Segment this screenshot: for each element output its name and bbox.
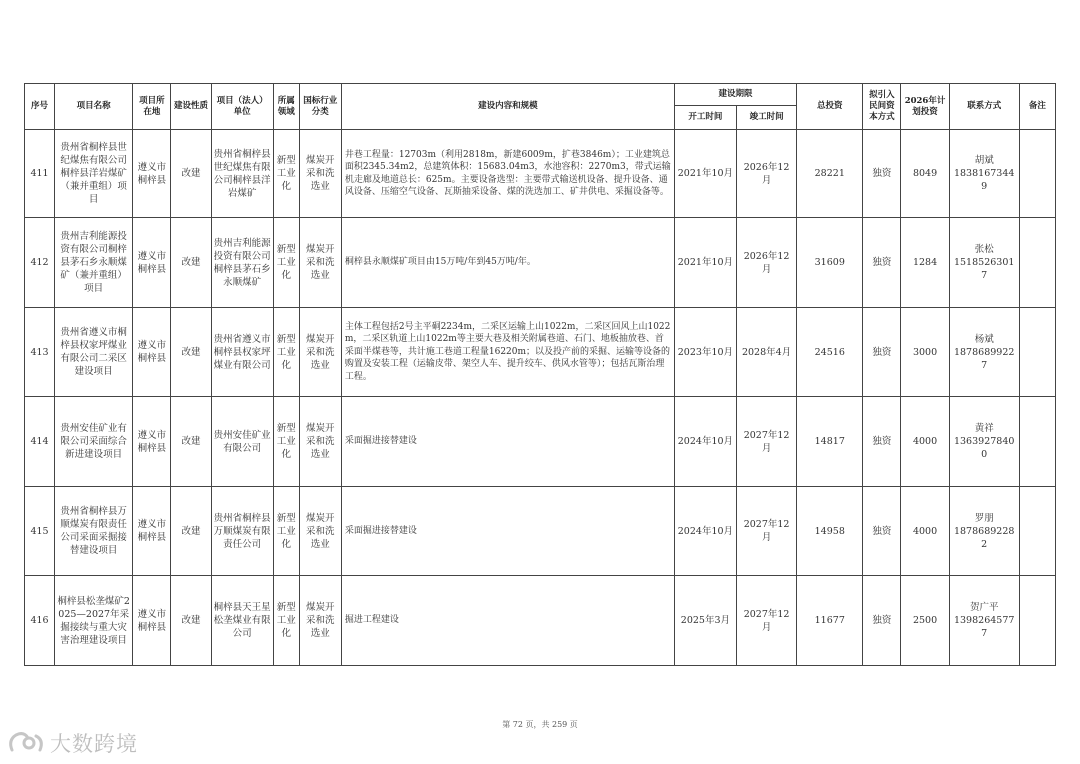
cell-remark [1019, 308, 1055, 397]
cell-nature: 改建 [171, 308, 211, 397]
cell-remark [1019, 576, 1055, 666]
cell-industry: 煤炭开采和洗选业 [299, 130, 341, 218]
header-start: 开工时间 [674, 106, 736, 130]
contact-phone: 15185263017 [953, 257, 1015, 281]
cell-method: 独资 [863, 397, 901, 487]
cell-end: 2027年12月 [736, 397, 796, 487]
brand-logo-icon [6, 728, 48, 758]
header-period: 建设期限 [674, 84, 796, 106]
cell-content: 主体工程包括2号主平硐2234m，二采区运输上山1022m，二采区回风上山1022m，二采区轨道上山1022m等主要大巷及相关附属巷道、石门、地板抽放巷、首采面半煤巷等，共计施工巷道工程量16220m；以及投产前的采掘、运输等设备的购置及安装工程（运输皮带、架空人车、提升绞车、供风水管等）；包括瓦斯治理工程。 [341, 308, 674, 397]
cell-name: 贵州省遵义市桐梓县权家坪煤业有限公司二采区建设项目 [55, 308, 133, 397]
cell-method: 独资 [863, 218, 901, 308]
cell-nature: 改建 [171, 487, 211, 576]
cell-industry: 煤炭开采和洗选业 [299, 487, 341, 576]
contact-name: 张松 [974, 244, 994, 255]
cell-investment: 14958 [797, 487, 863, 576]
cell-nature: 改建 [171, 130, 211, 218]
contact-phone: 13982645777 [953, 615, 1015, 639]
cell-remark [1019, 397, 1055, 487]
contact-name: 罗朋 [974, 512, 994, 524]
cell-start: 2025年3月 [674, 576, 736, 666]
cell-domain: 新型工业化 [273, 308, 299, 397]
cell-unit: 贵州吉利能源投资有限公司桐梓县茅石乡永顺煤矿 [211, 218, 273, 308]
cell-location: 遵义市桐梓县 [133, 308, 171, 397]
cell-plan2026: 8049 [901, 130, 949, 218]
table-row [25, 308, 1056, 397]
cell-contact [949, 308, 1019, 397]
cell-plan2026: 3000 [901, 308, 949, 397]
cell-contact [949, 130, 1019, 218]
cell-seq: 412 [25, 218, 55, 308]
cell-start: 2024年10月 [674, 397, 736, 487]
cell-start: 2024年10月 [674, 487, 736, 576]
cell-content: 采面掘进接替建设 [341, 487, 674, 576]
cell-content: 采面掘进接替建设 [341, 397, 674, 487]
cell-start: 2021年10月 [674, 130, 736, 218]
cell-seq: 411 [25, 130, 55, 218]
watermark [6, 726, 166, 760]
cell-remark [1019, 218, 1055, 308]
header-end: 竣工时间 [736, 106, 796, 130]
cell-domain: 新型工业化 [273, 218, 299, 308]
cell-investment: 24516 [797, 308, 863, 397]
cell-name: 贵州安佳矿业有限公司采面综合新进建设项目 [55, 397, 133, 487]
header-name: 项目名称 [55, 84, 133, 130]
cell-domain: 新型工业化 [273, 397, 299, 487]
cell-content: 井巷工程量：12703m（利用2818m，新建6009m，扩巷3846m）；工业建筑总面积2345.34m2，总建筑体积：15683.04m3，水池容积：2270m3，带式运输机走廊及地道总长：625m。主要设备选型：主要带式输送机设备、提升设备、通风设备、压缩空气设备、瓦斯抽采设备、煤的洗选加工、矿井供电、采掘设备等。 [341, 130, 674, 218]
table-row [25, 487, 1056, 576]
header-domain: 所属领域 [273, 84, 299, 130]
cell-end: 2028年4月 [736, 308, 796, 397]
cell-nature: 改建 [171, 576, 211, 666]
cell-domain: 新型工业化 [273, 487, 299, 576]
cell-start: 2023年10月 [674, 308, 736, 397]
header-content: 建设内容和规模 [341, 84, 674, 130]
cell-name: 贵州吉利能源投资有限公司桐梓县茅石乡永顺煤矿（兼并重组）项目 [55, 218, 133, 308]
cell-method: 独资 [863, 576, 901, 666]
contact-phone: 13639278400 [953, 436, 1015, 460]
cell-method: 独资 [863, 487, 901, 576]
cell-industry: 煤炭开采和洗选业 [299, 576, 341, 666]
cell-plan2026: 4000 [901, 487, 949, 576]
contact-name: 杨斌 [974, 333, 994, 345]
page-footer: 第 72 页，共 259 页 [502, 720, 578, 729]
project-table [24, 83, 1056, 666]
table-header-row [25, 84, 1056, 106]
cell-remark [1019, 487, 1055, 576]
cell-domain: 新型工业化 [273, 576, 299, 666]
cell-end: 2027年12月 [736, 576, 796, 666]
cell-nature: 改建 [171, 397, 211, 487]
contact-phone: 18381673449 [953, 168, 1015, 192]
cell-seq: 413 [25, 308, 55, 397]
cell-seq: 415 [25, 487, 55, 576]
cell-method: 独资 [863, 130, 901, 218]
header-industry: 国标行业分类 [299, 84, 341, 130]
cell-domain: 新型工业化 [273, 130, 299, 218]
cell-investment: 11677 [797, 576, 863, 666]
cell-remark [1019, 130, 1055, 218]
table-row [25, 130, 1056, 218]
cell-plan2026: 2500 [901, 576, 949, 666]
header-contact: 联系方式 [949, 84, 1019, 130]
cell-name: 桐梓县松垄煤矿2025—2027年采掘接续与重大灾害治理建设项目 [55, 576, 133, 666]
cell-contact [949, 487, 1019, 576]
cell-unit: 桐梓县天王星松垄煤业有限公司 [211, 576, 273, 666]
contact-name: 胡斌 [974, 155, 994, 166]
header-nature: 建设性质 [171, 84, 211, 130]
header-location: 项目所在地 [133, 84, 171, 130]
cell-content: 掘进工程建设 [341, 576, 674, 666]
cell-contact [949, 576, 1019, 666]
cell-name: 贵州省桐梓县世纪煤焦有限公司桐梓县洋岩煤矿（兼并重组）项目 [55, 130, 133, 218]
header-plan2026: 2026年计划投资 [901, 84, 949, 130]
cell-plan2026: 4000 [901, 397, 949, 487]
cell-name: 贵州省桐梓县万顺煤炭有限责任公司采面采掘接替建设项目 [55, 487, 133, 576]
contact-name: 贺广平 [969, 602, 999, 613]
cell-industry: 煤炭开采和洗选业 [299, 218, 341, 308]
header-remark: 备注 [1019, 84, 1055, 130]
cell-end: 2026年12月 [736, 130, 796, 218]
cell-unit: 贵州省桐梓县万顺煤炭有限责任公司 [211, 487, 273, 576]
cell-end: 2026年12月 [736, 218, 796, 308]
header-unit: 项目（法人）单位 [211, 84, 273, 130]
cell-industry: 煤炭开采和洗选业 [299, 397, 341, 487]
cell-location: 遵义市桐梓县 [133, 397, 171, 487]
cell-location: 遵义市桐梓县 [133, 487, 171, 576]
contact-phone: 18786899227 [953, 346, 1015, 371]
cell-location: 遵义市桐梓县 [133, 218, 171, 308]
cell-contact [949, 218, 1019, 308]
cell-nature: 改建 [171, 218, 211, 308]
header-method: 拟引入民间资本方式 [863, 84, 901, 130]
header-seq: 序号 [25, 84, 55, 130]
table-row [25, 576, 1056, 666]
cell-location: 遵义市桐梓县 [133, 130, 171, 218]
cell-investment: 31609 [797, 218, 863, 308]
cell-location: 遵义市桐梓县 [133, 576, 171, 666]
cell-plan2026: 1284 [901, 218, 949, 308]
table-row [25, 218, 1056, 308]
cell-start: 2021年10月 [674, 218, 736, 308]
watermark-text: 大数跨境 [50, 732, 138, 756]
cell-industry: 煤炭开采和洗选业 [299, 308, 341, 397]
cell-contact [949, 397, 1019, 487]
cell-content: 桐梓县永顺煤矿项目由15万吨/年到45万吨/年。 [341, 218, 674, 308]
header-investment: 总投资 [797, 84, 863, 130]
cell-unit: 贵州安佳矿业有限公司 [211, 397, 273, 487]
table-row [25, 397, 1056, 487]
cell-seq: 416 [25, 576, 55, 666]
contact-name: 黄祥 [974, 423, 994, 434]
cell-end: 2027年12月 [736, 487, 796, 576]
cell-investment: 28221 [797, 130, 863, 218]
cell-unit: 贵州省桐梓县世纪煤焦有限公司桐梓县洋岩煤矿 [211, 130, 273, 218]
cell-investment: 14817 [797, 397, 863, 487]
cell-unit: 贵州省遵义市桐梓县权家坪煤业有限公司 [211, 308, 273, 397]
cell-method: 独资 [863, 308, 901, 397]
contact-phone: 18786892282 [953, 525, 1015, 550]
cell-seq: 414 [25, 397, 55, 487]
